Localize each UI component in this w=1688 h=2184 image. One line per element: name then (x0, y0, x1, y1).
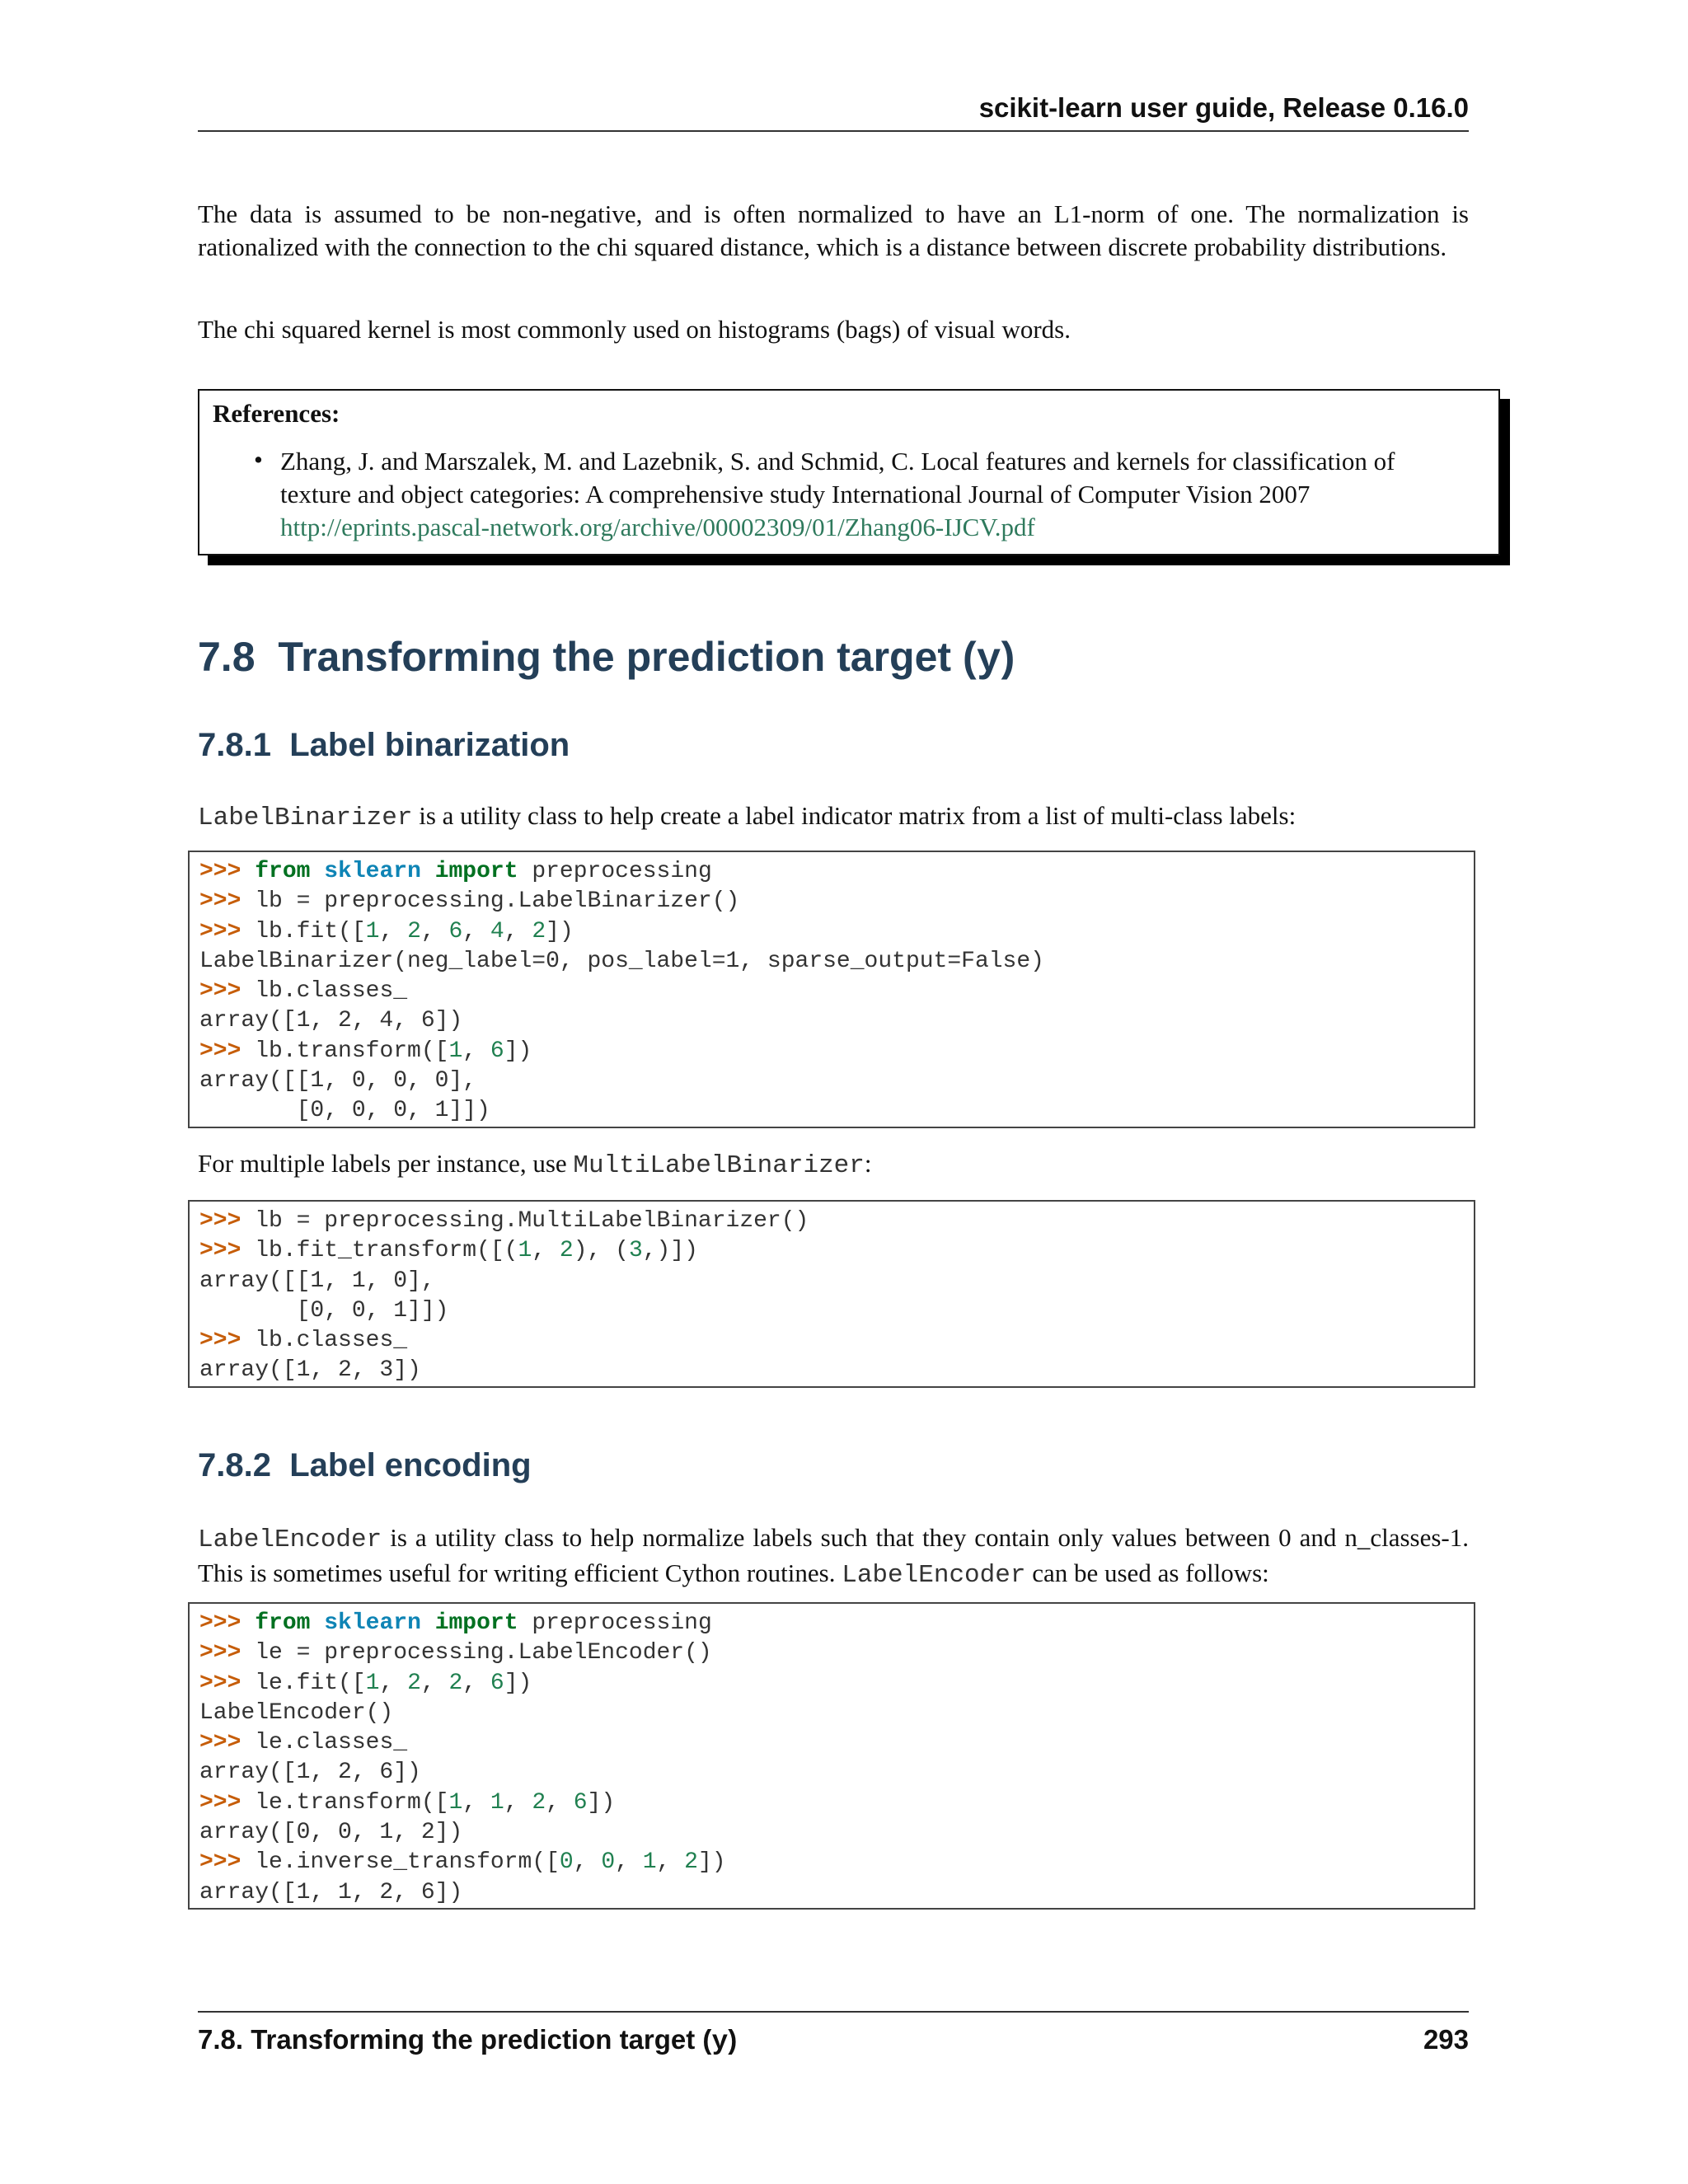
code-token: ]) (546, 918, 574, 944)
code-line (199, 947, 1474, 977)
section-title-end: ) (1001, 634, 1015, 680)
code-token-prompt: >>> (199, 1789, 256, 1816)
code-token: le.classes_ (255, 1730, 408, 1756)
code-line (199, 1236, 1474, 1266)
code-token: ,)]) (642, 1238, 698, 1264)
paragraph-text: is a utility class to help create a label indicator matrix from a list of multi-class labels: (412, 801, 1296, 830)
code-token: , (379, 1670, 408, 1696)
code-token: , (532, 1238, 560, 1264)
code-token-prompt: >>> (199, 1730, 256, 1756)
code-line (199, 1096, 1474, 1126)
code-token-prompt: >>> (199, 888, 256, 915)
code-token-num: 1 (448, 1789, 463, 1816)
code-token-kw: import (434, 859, 518, 884)
code-token-num: 1 (365, 1670, 380, 1696)
code-line (199, 887, 1474, 916)
code-token-num: 1 (642, 1849, 657, 1876)
footer-title (198, 2024, 737, 2057)
code-token-prompt: >>> (199, 918, 256, 944)
footer-symbol: y (711, 2027, 729, 2057)
code-token: [0, 0, 1]]) (199, 1297, 449, 1324)
code-token-kw: import (434, 1610, 518, 1636)
header-title: scikit-learn user guide, Release 0.16.0 (978, 92, 1469, 123)
code-line (199, 1066, 1474, 1096)
bullet-icon: • (254, 445, 263, 474)
code-token: , (420, 918, 449, 944)
code-token: , (504, 918, 532, 944)
code-token-num: 2 (448, 1670, 463, 1696)
code-token: ]) (587, 1789, 616, 1816)
code-token: le.fit([ (255, 1670, 366, 1696)
code-line (199, 1296, 1474, 1326)
running-footer (198, 2011, 1469, 2057)
code-token-kw: from (255, 859, 311, 884)
reference-item (280, 445, 1467, 544)
code-token-kw: from (255, 1610, 311, 1636)
code-token-num: 0 (559, 1849, 574, 1876)
code-token-num: 1 (518, 1238, 532, 1264)
code-line (199, 1207, 1474, 1236)
code-token: ]) (504, 1670, 532, 1696)
subsection-number: 7.8.2 (198, 1447, 271, 1483)
code-line (199, 1609, 1474, 1638)
code-token-num: 2 (407, 918, 421, 944)
code-token: preprocessing (518, 1610, 712, 1636)
code-line (199, 1728, 1474, 1758)
code-token: LabelBinarizer(neg_label=0, pos_label=1, sparse_output=False) (199, 948, 1044, 974)
code-token-num: 0 (601, 1849, 616, 1876)
code-token: lb.classes_ (255, 1328, 408, 1354)
reference-link[interactable]: http://eprints.pascal-network.org/archive/00002309/01/Zhang06-IJCV.pdf (280, 513, 1035, 541)
code-token-num: 1 (448, 1038, 463, 1064)
code-token: array([1, 2, 4, 6]) (199, 1008, 463, 1034)
code-line (199, 1037, 1474, 1066)
code-token (421, 859, 435, 884)
code-line (199, 1848, 1474, 1877)
subsection-heading-encoding (198, 1447, 532, 1484)
page-number: 293 (1423, 2024, 1469, 2055)
references-title: References: (213, 399, 340, 428)
code-token-mod: sklearn (324, 1610, 421, 1636)
code-line (199, 917, 1474, 947)
code-token: array([0, 0, 1, 2]) (199, 1820, 463, 1846)
subsection-heading-binarization (198, 727, 570, 764)
code-token: , (462, 1670, 490, 1696)
code-token: LabelEncoder() (199, 1699, 394, 1726)
code-token: , (615, 1849, 643, 1876)
code-line (199, 1758, 1474, 1788)
code-token: ), ( (573, 1238, 629, 1264)
intro-paragraph-2: The chi squared kernel is most commonly used on histograms (bags) of visual words. (198, 315, 1071, 344)
code-token-num: 6 (490, 1038, 504, 1064)
code-line (199, 1326, 1474, 1356)
code-token: array([[1, 1, 0], (199, 1268, 435, 1294)
intro-paragraph-1: The data is assumed to be non-negative, and is often normalized to have an L1-norm of one. The normalization is rationalized with the connection to the chi squared distance, which is a distance between discrete probability distributions. (198, 199, 1469, 261)
code-token: lb.classes_ (255, 978, 408, 1005)
paragraph-text: can be used as follows: (1025, 1558, 1269, 1587)
code-token: , (462, 1038, 490, 1064)
code-token: , (546, 1789, 574, 1816)
code-token-prompt: >>> (199, 1849, 256, 1876)
code-token: array([1, 2, 3]) (199, 1357, 421, 1384)
code-line (199, 1356, 1474, 1385)
code-token-prompt: >>> (199, 1208, 256, 1234)
code-token-prompt: >>> (199, 1328, 256, 1354)
code-token (310, 1610, 324, 1636)
code-line (199, 1818, 1474, 1848)
section-symbol: y (976, 637, 1001, 684)
paragraph-text: For multiple labels per instance, use (198, 1149, 574, 1178)
code-token-num: 4 (490, 918, 504, 944)
code-block-multilabel (188, 1200, 1475, 1388)
footer-title-text: 7.8. Transforming the prediction target ( (198, 2024, 712, 2055)
code-token-prompt: >>> (199, 1670, 256, 1696)
code-token (421, 1610, 435, 1636)
code-token-mod: sklearn (324, 859, 421, 884)
code-token-prompt: >>> (199, 1038, 256, 1064)
code-token-num: 2 (532, 1789, 546, 1816)
code-token: le.inverse_transform([ (255, 1849, 560, 1876)
code-line (199, 977, 1474, 1006)
code-block-encoder (188, 1602, 1475, 1910)
footer-title-end: ) (728, 2024, 738, 2055)
subsection-number: 7.8.1 (198, 727, 271, 763)
code-token-num: 6 (573, 1789, 588, 1816)
running-header (198, 89, 1469, 132)
code-line (199, 1267, 1474, 1296)
code-token: lb.fit([ (255, 918, 366, 944)
code-token-prompt: >>> (199, 1640, 256, 1666)
code-token: array([1, 1, 2, 6]) (199, 1879, 463, 1905)
code-token: lb = preprocessing.MultiLabelBinarizer() (255, 1208, 809, 1234)
code-token-prompt: >>> (199, 859, 256, 884)
code-token: preprocessing (518, 859, 712, 884)
code-token-num: 6 (448, 918, 463, 944)
code-token: , (462, 918, 490, 944)
code-line (199, 1006, 1474, 1036)
binarizer-paragraph (198, 799, 1469, 835)
code-token-prompt: >>> (199, 1610, 256, 1636)
reference-text: Zhang, J. and Marszalek, M. and Lazebnik, S. and Schmid, C. Local features and kernels for classification of texture and object categories: A comprehensive study International Journal of Computer Vision 2007 (280, 447, 1395, 509)
class-name: LabelBinarizer (198, 804, 413, 832)
subsection-title: Label encoding (289, 1447, 532, 1483)
code-line (199, 1699, 1474, 1728)
section-title: Transforming the prediction target ( (278, 634, 977, 680)
code-token-num: 2 (407, 1670, 421, 1696)
subsection-title: Label binarization (289, 727, 570, 763)
code-token: , (656, 1849, 685, 1876)
class-name: LabelEncoder (842, 1561, 1026, 1590)
code-token-num: 2 (532, 918, 546, 944)
code-token-prompt: >>> (199, 1238, 256, 1264)
code-token-num: 6 (490, 1670, 504, 1696)
code-token: lb.transform([ (255, 1038, 449, 1064)
code-token: , (379, 918, 408, 944)
code-token: array([[1, 0, 0, 0], (199, 1068, 477, 1094)
section-heading (198, 633, 1015, 684)
code-token-num: 1 (490, 1789, 504, 1816)
code-token-num: 2 (684, 1849, 698, 1876)
code-line (199, 1638, 1474, 1668)
code-line (199, 857, 1474, 887)
code-token-num: 1 (365, 918, 380, 944)
code-token: , (420, 1670, 449, 1696)
code-token-prompt: >>> (199, 978, 256, 1005)
code-line (199, 1878, 1474, 1908)
paragraph-text: : (864, 1149, 872, 1178)
class-name: LabelEncoder (198, 1526, 382, 1554)
code-token (310, 859, 324, 884)
code-token: le.transform([ (255, 1789, 449, 1816)
references-box (198, 389, 1500, 555)
code-token: , (504, 1789, 532, 1816)
code-token: ]) (697, 1849, 726, 1876)
code-line (199, 1788, 1474, 1818)
paragraph-text: is a utility class to help normalize labels such that they contain only values between 0 and n_classes-1. This is sometimes useful for writing efficient Cython routines. (198, 1523, 1469, 1587)
code-token: [0, 0, 0, 1]]) (199, 1098, 490, 1124)
code-token: array([1, 2, 6]) (199, 1760, 421, 1786)
code-token: lb = preprocessing.LabelBinarizer() (255, 888, 740, 915)
code-block-binarizer (188, 851, 1475, 1128)
code-token-num: 2 (559, 1238, 574, 1264)
class-name: MultiLabelBinarizer (573, 1151, 865, 1180)
code-token: , (462, 1789, 490, 1816)
code-token-num: 3 (628, 1238, 643, 1264)
code-token: lb.fit_transform([( (255, 1238, 518, 1264)
code-token: , (573, 1849, 602, 1876)
code-token: le = preprocessing.LabelEncoder() (255, 1640, 712, 1666)
encoder-paragraph (198, 1521, 1469, 1592)
multilabel-paragraph (198, 1147, 1469, 1183)
code-line (199, 1669, 1474, 1699)
code-token: ]) (504, 1038, 532, 1064)
section-number: 7.8 (198, 634, 256, 680)
